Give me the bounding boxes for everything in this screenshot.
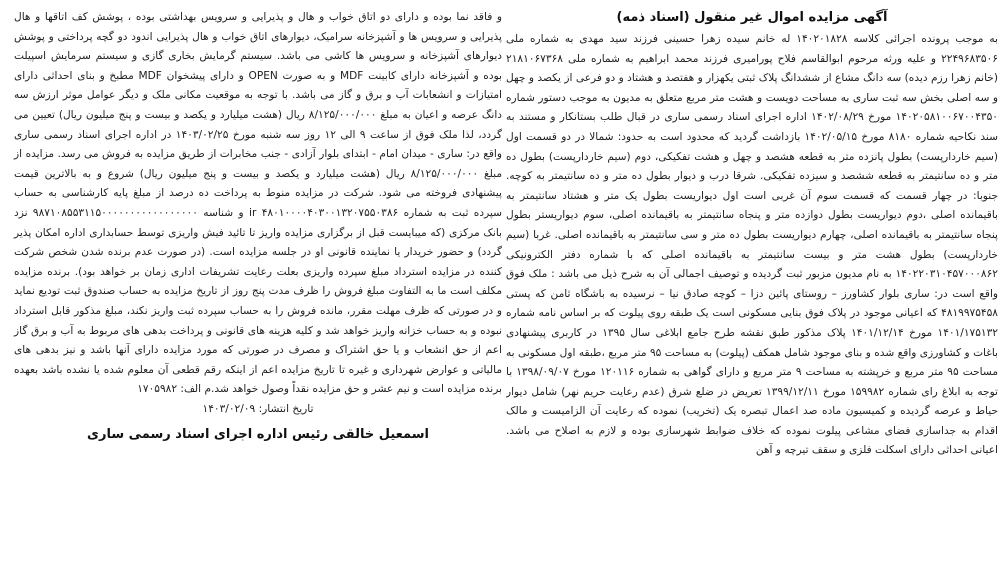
notice-column-left — [10, 8, 502, 564]
notice-body-left: و فاقد نما بوده و دارای دو اتاق خواب و هال و پذیرایی و سرویس بهداشتی بوده ، پوشش کف اتاقها و هال پذیرایی و سرویس ها و آشپزخانه سرامیک، دیوارهای اتاق خواب و هال پذیرایی اندود دو گچه پرداختی و پوشش دیوارهای آشپزخانه و سرویس ها کاشی می باشد. سیستم گرمایش بخاری گازی و سیستم سرمایش اسپیلت بوده و آشپزخانه دارای کابینت MDF و به صورت OPEN و دارای پیشخوان MDF مطبخ و بنای احداثی دارای امتیازات و انشعابات آب و برق و گاز می باشد. با توجه به موقعیت مکانی ملک و دیگر عوامل موثر ارزش سه دانگ عرصه و اعیان به مبلغ ۸/۱۲۵/۰۰۰/۰۰۰ ریال (هشت میلیارد و یکصد و بیست و پنج میلیون ریال) تعیین می گردد، لذا ملک فوق از ساعت ۹ الی ۱۲ روز سه شنبه مورخ ۱۴۰۳/۰۲/۲۵ در اداره اجرای اسناد رسمی ساری واقع در: ساری - میدان امام - ابتدای بلوار آزادی - جنب مخابرات از طریق مزایده به فروش می رسد. مزایده از مبلغ ۸/۱۲۵/۰۰۰/۰۰۰ ریال (هشت میلیارد و یکصد و بیست و پنج میلیون ریال) شروع و به بالاترین قیمت پیشنهادی فروخته می شود. شرکت در مزایده منوط به پرداخت ده درصد از مبلغ پایه کارشناسی به حساب سپرده ثبت به شماره ۴۸۰۱۰۰۰۰۴۰۳۰۰۱۳۲۰۷۵۵۰۳۸۶ ir و شناسه ۹۸۷۱۰۸۵۵۳۱۱۵۰۰۰۰۰۰۰۰۰۰۰۰۰۰۰۰۰ نزد بانک مرکزی (که میبایست قبل از برگزاری مزایده واریز تا تائید فیش واریزی توسط حسابداری اداره امکان پذیر گردد) و حضور خریدار یا نماینده قانونی او در جلسه مزایده است. (در صورت عدم برنده شدن شخص شرکت کننده در مزایده استرداد مبلغ سپرده واریزی بعلت رعایت تشریفات اداری زمان بر خواهد بود). برنده مزایده مکلف است ما به التفاوت مبلغ فروش را ظرف مدت پنج روز از تاریخ مزایده به حساب صندوق ثبت تودیع نماید و در صورتی که ظرف مهلت مقرر، مانده فروش را به حساب سپرده ثبت واریز نکند، مبلغ مذکور قابل استرداد نبوده و به حساب خزانه واریز خواهد شد و کلیه هزینه های قانونی و پرداخت بدهی های مربوط به آب و برق گاز اعم از حق انشعاب و یا حق اشتراک و مصرف در صورتی که مورد مزایده دارای آنها باشد و نیز بدهی های مالیاتی و عوارض شهرداری و غیره تا تاریخ مزایده اعم از اینکه رقم قطعی آن معلوم شده یا نشده باشد بعهده برنده مزایده است و نیم عشر و حق مزایده نقداً وصول خواهد شد.م الف: ۱۷۰۵۹۸۲ — [14, 11, 502, 396]
notice-column-right — [506, 8, 998, 564]
notice-title: آگهی مزایده اموال غیر منقول (اسناد ذمه) — [616, 10, 888, 25]
publish-date: تاریخ انتشار: ۱۴۰۳/۰۲/۰۹ — [202, 402, 314, 415]
signature-line: اسمعیل خالقی رئیس اداره اجرای اسناد رسمی ساری — [87, 427, 429, 443]
notice-body-right: به موجب پرونده اجرائی کلاسه ۱۴۰۲۰۱۸۲۸ له خانم سیده زهرا حسینی فرزند سید مهدی به شماره ملی ۲۲۴۹۶۸۳۵۰۶ و علیه ورثه مرحوم ابوالقاسم فلاح پورامیری فرزند محمد ابراهیم به شماره ملی ۲۱۸۱۰۶۷۳۶۸ (خانم زهرا رزم دیده) سه دانگ مشاع از ششدانگ پلاک ثبتی یکهزار و هفتصد و هشتاد و دو فرعی از یکصد و چهل و سه اصلی بخش سه ثبت ساری به مساحت دویست و هشت متر مربع متعلق به مدیون به موجب دستور شماره ۱۴۰۲۰۵۸۱۰۰۶۷۰۰۴۳۵۰ مورخ ۱۴۰۲/۰۸/۲۹ اداره اجرای اسناد رسمی ساری در قبال طلب بستانکار و مستند به سند نکاحیه شماره ۸۱۸۰ مورخ ۱۴۰۲/۰۵/۱۵ بازداشت گردید که محدود است به حدود: شمالا در دو قسمت اول (سیم خاردارپست) بطول پانزده متر به قطعه هشصد و چهل و هشت تفکیکی، دوم (سیم خاردارپست) بطول ده متر و ده سانتیمتر به قطعه ششصد و سیزده تفکیکی. شرقا درب و دیوار بطول ده متر و ده سانتیمتر به کوچه. جنوبا: در چهار قسمت که قسمت سوم آن غربی است اول دیواریست بطول یک متر و هشتاد سانتیمتر به باقیمانده اصلی ،دوم دیواریست بطول دوازده متر و پنجاه سانتیمتر به باقیمانده اصلی، سوم دیواریستر بطول پنجاه سانتیمتر به باقیمانده اصلی، چهارم دیواریست بطول ده متر و سی سانتیمتر به باقیمانده اصلی. غربا (سیم خاردارپست) بطول هشت متر و بیست سانتیمتر به باقیمانده اصلی که با شماره دفتر الکترونیکی ۱۴۰۲۲۰۳۱۰۴۵۷۰۰۰۸۶۲ به نام مدیون مزبور ثبت گردیده و توصیف اجمالی آن به شرح ذیل می باشد : ملک فوق واقع است در: ساری بلوار کشاورز – روستای پائین دزا – کوچه صادق نیا – نرسیده به باشگاه ثامن که پستی ۴۸۱۹۹۷۵۴۵۸ که اعیانی موجود در پلاک فوق بنایی مسکونی است یک طبقه روی پیلوت که بر اساس نامه شماره ۱۴۰۱/۱۷۵۱۳۲ مورخ ۱۴۰۱/۱۲/۱۴ پلاک مذکور طبق نقشه طرح جامع ابلاغی سال ۱۳۹۵ در کاربری پیشنهادی باغات و کشاورزی واقع شده و بنای موجود شامل همکف (پیلوت) به مساحت ۹۵ متر مربع ،طبقه اول مسکونی به مساحت ۹۵ متر مربع و خرپشته به مساحت ۹ متر مربع و دارای گواهی به شماره ۱۲۰۱۱۶ مورخ ۱۳۹۸/۰۹/۰۷ با توجه به ابلاغ رای شماره ۱۵۹۹۸۲ مورخ ۱۳۹۹/۱۲/۱۱ تعریض در ضلع شرق (عدم رعایت حریم نهر) شامل دیوار حیاط و عرصه گردیده و کمیسیون ماده صد اعمال تبصره یک (تخریب) نموده که رعایت آن الزامیست و مالک اقدام به جداسازی فضای مشاعی پیلوت نموده که خلاف ضوابط شهرسازی بوده و لازم به اصلاح می باشد. اعیانی احداثی دارای اسکلت فلزی و سقف تیرچه و آهن — [506, 33, 998, 457]
column-divider — [503, 8, 504, 564]
